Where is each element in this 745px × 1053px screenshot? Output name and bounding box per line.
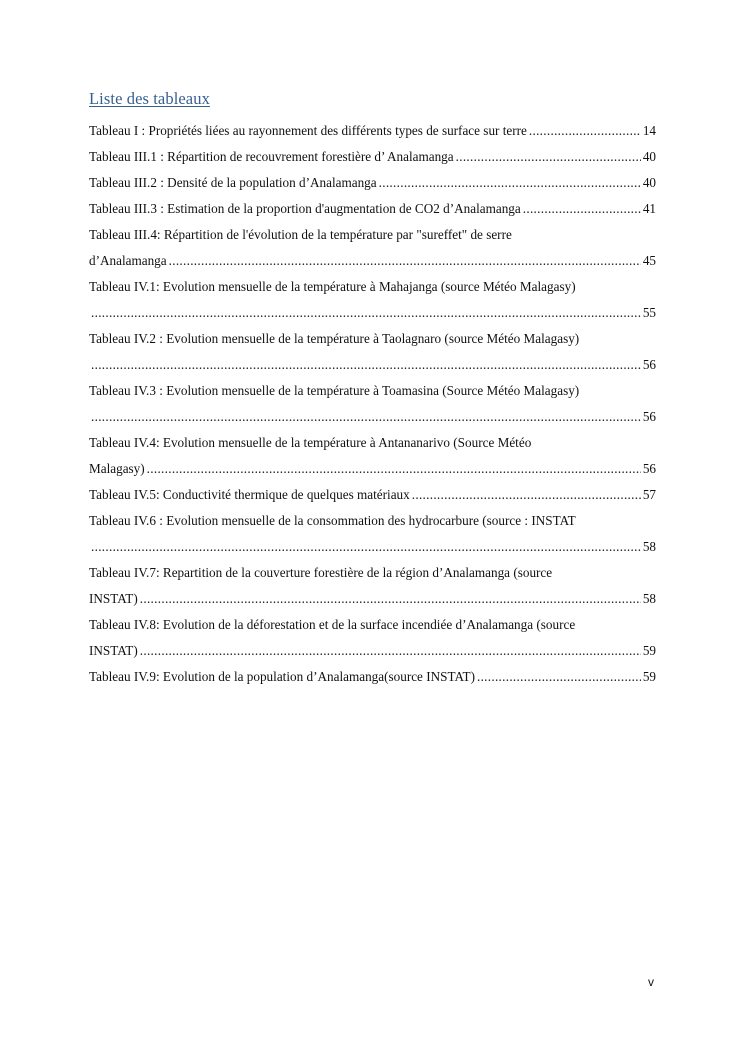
toc-entry-title: Malagasy) xyxy=(89,461,145,476)
toc-entry-line xyxy=(89,456,656,482)
toc-entry-page-number: 58 xyxy=(642,539,656,554)
toc-entry-title: INSTAT) xyxy=(89,591,138,606)
toc-entry-title: Tableau IV.8: Evolution de la déforestation et de la surface incendiée d’Analamanga (source xyxy=(89,617,576,632)
toc-entry[interactable] xyxy=(89,222,656,274)
toc-entry-title: Tableau IV.1: Evolution mensuelle de la température à Mahajanga (source Météo Malagasy) xyxy=(89,279,576,294)
toc-entry-line xyxy=(89,170,656,196)
toc-entry[interactable] xyxy=(89,170,656,196)
toc-entry[interactable] xyxy=(89,612,656,664)
toc-entry-line xyxy=(89,508,656,534)
toc-entry[interactable] xyxy=(89,326,656,378)
dot-leader xyxy=(91,300,641,326)
dot-leader xyxy=(169,248,641,274)
toc-entry-title: Tableau IV.9: Evolution de la population d’Analamanga(source INSTAT) xyxy=(89,669,475,684)
toc-entry-page-number: 41 xyxy=(642,201,656,216)
toc-entry-line xyxy=(89,404,656,430)
dot-leader xyxy=(477,664,641,690)
toc-entry-page-number: 40 xyxy=(642,149,656,164)
toc-entry-line xyxy=(89,300,656,326)
dot-leader xyxy=(91,534,641,560)
toc-entry-line xyxy=(89,560,656,586)
dot-leader xyxy=(91,404,641,430)
toc-entry-title: Tableau IV.7: Repartition de la couverture forestière de la région d’Analamanga (source xyxy=(89,565,553,580)
toc-entry-line xyxy=(89,352,656,378)
toc-entry-line xyxy=(89,196,656,222)
toc-entry-line xyxy=(89,274,656,300)
dot-leader xyxy=(379,170,641,196)
dot-leader xyxy=(140,586,641,612)
dot-leader xyxy=(91,352,641,378)
table-of-contents-list xyxy=(89,118,656,690)
toc-entry-line xyxy=(89,222,656,248)
dot-leader xyxy=(529,118,641,144)
toc-entry-title: Tableau IV.5: Conductivité thermique de quelques matériaux xyxy=(89,487,410,502)
list-of-tables-heading: Liste des tableaux xyxy=(89,89,210,108)
toc-entry[interactable] xyxy=(89,560,656,612)
dot-leader xyxy=(456,144,641,170)
toc-entry-line xyxy=(89,118,656,144)
toc-entry[interactable] xyxy=(89,196,656,222)
toc-entry[interactable] xyxy=(89,430,656,482)
toc-entry-page-number: 56 xyxy=(642,461,656,476)
toc-entry-title: Tableau IV.2 : Evolution mensuelle de la température à Taolagnaro (source Météo Malagasy) xyxy=(89,331,580,346)
toc-entry-page-number: 58 xyxy=(642,591,656,606)
toc-entry-line xyxy=(89,586,656,612)
toc-entry-title: Tableau III.1 : Répartition de recouvrement forestière d’ Analamanga xyxy=(89,149,454,164)
toc-entry-page-number: 56 xyxy=(642,409,656,424)
toc-entry-title: Tableau I : Propriétés liées au rayonnement des différents types de surface sur terre xyxy=(89,123,527,138)
toc-entry-page-number: 40 xyxy=(642,175,656,190)
toc-entry-title: Tableau III.3 : Estimation de la proportion d'augmentation de CO2 d’Analamanga xyxy=(89,201,521,216)
toc-entry[interactable] xyxy=(89,118,656,144)
toc-entry-line xyxy=(89,534,656,560)
toc-entry-line xyxy=(89,638,656,664)
toc-entry-title: Tableau III.2 : Densité de la population d’Analamanga xyxy=(89,175,377,190)
toc-entry-line xyxy=(89,326,656,352)
toc-entry-line xyxy=(89,612,656,638)
toc-entry-page-number: 55 xyxy=(642,305,656,320)
toc-entry-line xyxy=(89,482,656,508)
toc-entry-title: d’Analamanga xyxy=(89,253,167,268)
toc-entry-title: Tableau IV.6 : Evolution mensuelle de la consommation des hydrocarbure (source : INSTAT xyxy=(89,513,576,528)
toc-entry[interactable] xyxy=(89,274,656,326)
toc-entry-line xyxy=(89,664,656,690)
dot-leader xyxy=(523,196,641,222)
dot-leader xyxy=(412,482,641,508)
dot-leader xyxy=(147,456,641,482)
toc-entry[interactable] xyxy=(89,508,656,560)
toc-entry[interactable] xyxy=(89,378,656,430)
toc-entry[interactable] xyxy=(89,482,656,508)
toc-entry-page-number: 14 xyxy=(642,123,656,138)
toc-entry-title: Tableau IV.4: Evolution mensuelle de la température à Antananarivo (Source Météo xyxy=(89,435,532,450)
toc-entry[interactable] xyxy=(89,144,656,170)
toc-entry-line xyxy=(89,248,656,274)
toc-entry-line xyxy=(89,430,656,456)
toc-entry-page-number: 59 xyxy=(642,643,656,658)
toc-entry-title: Tableau IV.3 : Evolution mensuelle de la température à Toamasina (Source Météo Malagasy) xyxy=(89,383,580,398)
toc-entry[interactable] xyxy=(89,664,656,690)
dot-leader xyxy=(140,638,641,664)
toc-entry-line xyxy=(89,144,656,170)
toc-entry-title: INSTAT) xyxy=(89,643,138,658)
toc-entry-line xyxy=(89,378,656,404)
toc-entry-page-number: 59 xyxy=(642,669,656,684)
toc-entry-page-number: 45 xyxy=(642,253,656,268)
toc-entry-title: Tableau III.4: Répartition de l'évolution de la température par "sureffet" de serre xyxy=(89,227,512,242)
toc-entry-page-number: 56 xyxy=(642,357,656,372)
page-number: v xyxy=(648,975,654,989)
toc-entry-page-number: 57 xyxy=(642,487,656,502)
